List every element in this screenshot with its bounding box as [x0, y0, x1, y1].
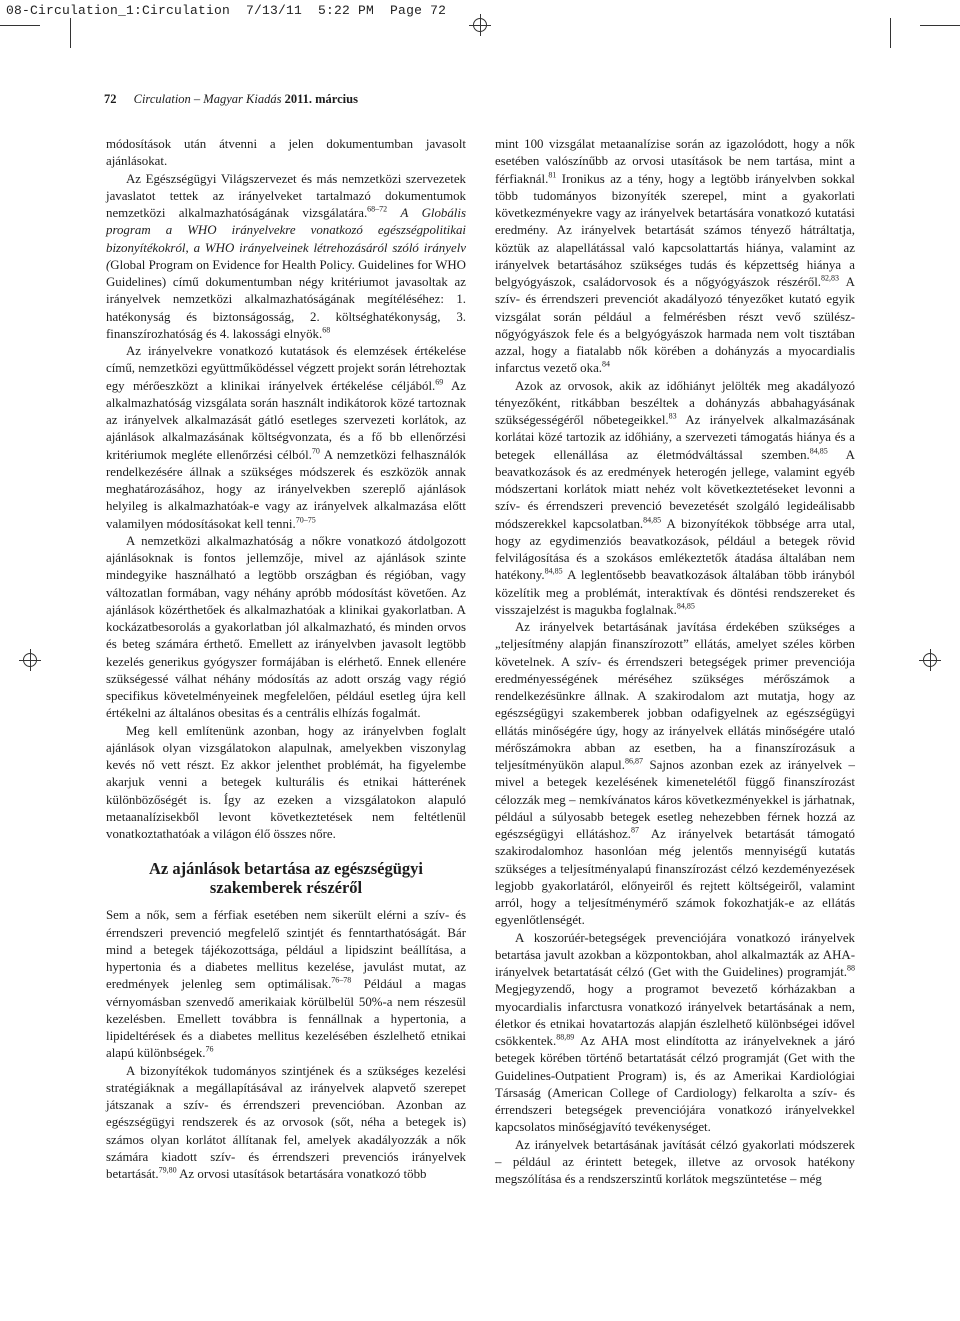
print-slug: 08-Circulation_1:Circulation 7/13/11 5:22 PM Page 72 [6, 3, 447, 18]
paragraph: Az irányelvek betartásának javítása érdekében szükséges a „teljesítmény alapján finanszírozott” ellátás, amelyet széles körben követelnek. A szív- és érrendszeri betegségek primer prevenciója eredményességének méréséhez szükséges mérőszámok a rendelkezésünkre állnak. A szakirodalom azt mutatja, hogy az egészségügyi szakemberek jobban odafigyelnek az egészségügyi ellátás minőségére úgy, hogy az irányelvek ellátás minőségére utaló mérőszámokra abban az esetben, ha a finanszírozásuk a teljesítményükön alapul.$^{86,87}$ Sajnos azonban ezek az irányelvek – mivel a betegek kezelésének kimenetelétől függő finanszírozást célozzák meg – nemkívánatos káros következményekkel is járhatnak, például a súlyosabb betegek esetleg nehezebben férnek hozzá az egészségügyi ellátáshoz.$^{87}$ Az irányelvek betartását támogató szakirodalomhoz hasonlóan még jelentős mennyiségű kutatás szükséges a teljesítményalapú finanszírozást célzó kezdeményezések legjobb gyakorlatáról, előnyeiről és rejtett költségeiről, valamint arról, hogy a teljesítménymérő számok fokozhatják-e az ellátás egyenlőtlenségét. [495, 620, 856, 928]
issue-date: 2011. március [284, 92, 358, 106]
paragraph: módosítások után átvenni a jelen dokumentumban javasolt ajánlásokat. [106, 137, 466, 169]
crop-mark [0, 25, 40, 26]
paragraph: Az irányelvek betartásának javítását célzó gyakorlati módszerek – például az érintett betegek, illetve az orvosok hatékony megszólítása és a rendszerszintű korlátok megszüntetése – még [495, 1137, 855, 1186]
paragraph: Az Egészségügyi Világszervezet és más nemzetközi szervezetek javaslatot tettek az irányelveket tartalmazó dokumentumok nemzetközi alkalmazhatóságának vizsgálatára.$^{68-72}$ A Globális program a WHO irányelvekre vonatkozó egészségpolitikai bizonyítékokról, a WHO irányelveinek létrehozásáról szóló irányelv (Global Program on Evidence for Health Policy. Guidelines for WHO Guidelines) című dokumentumban négy kritériumot javasoltak az irányelvek nemzetközi alkalmazhatóságának megítéléséhez: 1. hatékonyság és biztonságosság, 2. költséghatékonyság, 3. finanszírozhatóság és 4. lakossági elnyök.$^{68}$ [106, 171, 466, 341]
paragraph: Az irányelvekre vonatkozó kutatások és elemzések értékelése című, nemzetközi együttműködéssel végzett projekt során létrehoztak egy mérőeszközt a klinikai irányelvek értékelése céljából.$^{69}$ Az alkalmazhatóság vizsgálata során használt indikátorok közé tartoznak az irányelvek alkalmazását gátló esetleges szervezeti korlátok, az ajánlások alkalmazásának költségvonzata, és a fő bb ellenőrzési kritériumok megléte ellenőrzési célból.$^{70}$ A nemzetközi felhasználók rendelkezésére állnak a szükséges módszerek és eszközök annak meghatározásához, hogy az irányelvekben szereplő ajánlások helyileg is alkalmazhatóak-e vagy az irányelvek alkalmazása előtt valamilyen módosításokat kell tenni.$^{70-75}$ [106, 344, 466, 531]
registration-mark-icon [23, 653, 37, 667]
right-column [495, 136, 855, 1188]
registration-mark-icon [473, 18, 487, 32]
paragraph: A bizonyítékok tudományos szintjének és a szükséges kezelési stratégiáknak a megállapításával az irányelvek alapvető szerepet játszanak a szív- és érrendszeri prevencióban. Azonban az egészségügyi rendszerek és az orvosok (sőt, néha a betegek is) számos olyan korlátot állítanak fel, amelyek akadályozzák a nők számára kiadott szív- és érrendszeri prevenciós irányelvek betartását.$^{79,80}$ Az orvosi utasítások betartására vonatkozó több [106, 1063, 466, 1181]
paragraph: Azok az orvosok, akik az időhiányt jelölték meg akadályozó tényezőként, ritkábban beszéltek a dohányzás abbahagyásának szükségességéről nőbetegeikkel.$^{83}$ Az irányelvek alkalmazásának korlátai közé tartozik az időhiány, a szervezeti támogatás hiánya és a betegek ellenállása az életmódváltással szemben.$^{84,85}$ A beavatkozások és az eredmények heterogén jellege, valamint egyéb módszertani korlátok miatt nehéz volt következtetéseket levonni a szív- és érrendszeri prevenció bevezetését szolgáló legideálisabb módszerekkel kapcsolatban.$^{84,85}$ A bizonyítékok többsége arra utal, hogy az egydimenziós beavatkozások, például a betegek rövid felvilágosítása és a szokásos emlékeztetők átadása általában nem hatékony.$^{84,85}$ A leglentősebb beavatkozások általában több irányból közelítik meg a problémát, interaktívak és döntési rendszereket és visszajelzést is magukba foglalnak.$^{84,85}$ [495, 378, 856, 617]
journal-name: Circulation – Magyar Kiadás [133, 92, 282, 106]
crop-mark [70, 18, 71, 48]
paragraph: Sem a nők, sem a férfiak esetében nem sikerült elérni a szív- és érrendszeri prevenció megfelelő szintjét és fenntarthatóságát. Bár mind a betegek tájékozottsága, például a lipidszint beállítása, a hypertonia és a diabetes mellitus kezelése, javulást mutat, az eredmények jelenleg sem optimálisak.$^{76-78}$ Például a magas vérnyomásban szenvedő amerikaiak körülbelül 50%-a nem részesül kezelésben. Emellett továbbra is fennállnak a hypertonia, a lipideltérések és a diabetes mellitus kezelésében észlelhető etnikai alapú különbségek.$^{76}$ [106, 908, 466, 1061]
registration-mark-icon [923, 653, 937, 667]
left-column [106, 136, 466, 1183]
crop-mark [890, 18, 891, 48]
paragraph: Meg kell említenünk azonban, hogy az irányelvben foglalt ajánlások olyan vizsgálatokon alapulnak, amelyekben viszonylag kevés nő vett részt. Ez akkor jelenthet problémát, ha figyelembe akarjuk venni a betegek kulturális és etnikai hátterének különbözőségét is. Így az ezeken a vizsgálatokon alapuló metaanalízisekből levont következtetések nem feltétlenül vonatkoztathatóak a világon élő összes nőre. [106, 723, 466, 841]
paragraph: A koszorúér-betegségek prevenciójára vonatkozó irányelvek betartása javult azokban a központokban, ahol alkalmazták az AHA-irányelvek betartatását célzó (Get with the Guidelines) programját.$^{88}$ Megjegyzendő, hogy a programot bevezető kórházakban a myocardialis infarctusra vonatkozó irányelvek betartásának a nem, életkor és etnikai hovatartozás alapján észlelhető különbségei idővel csökkentek.$^{88,89}$ Az AHA most elindította az irányelveknek a járó betegek körében történő betartatását célzó programját (Get with the Guidelines-Outpatient Program) is, és az Amerikai Kardiológiai Társaság (American College of Cardiology) felkarolta a szív- és érrendszeri betegségek prevenciójára vonatkozó irányelvekkel kapcsolatos minőségjavító tevékenységet. [495, 930, 855, 1135]
paragraph: mint 100 vizsgálat metaanalízise során az igazolódott, hogy a nők esetében valószínűbb az orvosi utasítások be nem tartása, mint a férfiaknál.$^{81}$ Ironikus az a tény, hogy a legtöbb irányelvben sokkal több tudományos bizonyíték szerepel, mint a gyakorlati következményekre vagy az irányelvek betartására vonatkozó kutatási eredmény. Az irányelvek betartását számos tényező hátráltatja, köztük az alapellátással való kapcsolattartás hiánya, valamint az irányelvek betartásához szükséges tudás és képzettség hiánya a belgyógyászok, családorvosok és a nőgyógyászok részéről.$^{82,83}$ A szív- és érrendszeri prevenciót akadályozó tényezőket kutató egyik vizsgálat során például a felmérésben részt vevő szülész-nőgyógyászok fele és a belgyógyászok harmada nem volt tisztában azzal, hogy a fiatalabb nők körében a dohányzás a myocardialis infarctus vezető oka.$^{84}$ [495, 137, 855, 376]
crop-mark [920, 25, 960, 26]
page-number: 72 [104, 92, 117, 106]
running-head [104, 92, 358, 107]
paragraph: A nemzetközi alkalmazhatóság a nőkre vonatkozó átdolgozott ajánlásoknak is fontos jellemzője, mivel az ajánlások szinte mindegyike használható a legtöbb országban és régióban, vagy változatlan formában, vagy néhány apróbb módosítást követően. Az ajánlások közérthetőek és alkalmazhatóak a klinikai gyakorlatban. A kockázatbesorolás a gyakorlatban jól alkalmazható, és minden orvos és beteg számára érthető. Emellett az irányelvben javasolt legtöbb kezelés generikus gyógyszer formájában is elérhető. Ennek ellenére szükségessé válhat néhány módosítás az adott ország vagy régió specifikus követelményeinek megfelelően, például esetleg újra kell értékelni az általános obesitas és a centrális elhízás fogalmát. [106, 533, 466, 721]
section-heading: Az ajánlások betartása az egészségügyi szakemberek részéről [148, 859, 424, 898]
